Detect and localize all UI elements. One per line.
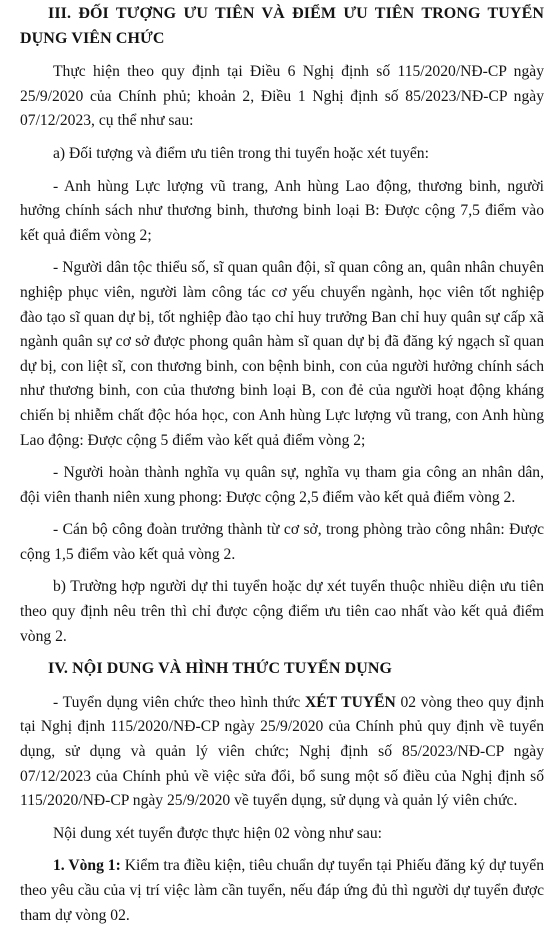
- recruitment-form-text-end: 02 vòng theo quy định tại Nghị định 115/2020/NĐ-CP ngày 25/9/2020 của Chính phủ quy định về tuyển dụng, sử dụng và quản lý viên chức; Nghị định số 85/2023/NĐ-CP ngày 07/12/2023 của Chính phủ về việc sửa đổi, bổ sung một số điều của Nghị định số 115/2020/NĐ-CP ngày 25/9/2020 về tuyển dụng, sử dụng và quản lý viên chức.: [20, 693, 545, 810]
- round-1-text: Kiểm tra điều kiện, tiêu chuẩn dự tuyển tại Phiếu đăng ký dự tuyển theo yêu cầu của vị trí việc làm cần tuyển, nếu đáp ứng đủ thì người dự tuyển được tham dự vòng 02.: [20, 857, 544, 924]
- priority-bullet-1: - Anh hùng Lực lượng vũ trang, Anh hùng Lao động, thương binh, người hưởng chính sách như thương binh, thương binh loại B: Được cộng 7,5 điểm vào kết quả điểm vòng 2;: [20, 177, 544, 244]
- section-3-intro: Thực hiện theo quy định tại Điều 6 Nghị định số 115/2020/NĐ-CP ngày 25/9/2020 của Chính phủ; khoản 2, Điều 1 Nghị định số 85/2023/NĐ-CP ngày 07/12/2023, cụ thể như sau:: [20, 63, 544, 130]
- priority-bullet-3: - Người hoàn thành nghĩa vụ quân sự, nghĩa vụ tham gia công an nhân dân, đội viên thanh niên xung phong: Được cộng 2,5 điểm vào kết quả điểm vòng 2.: [20, 464, 544, 506]
- priority-bullet-4: - Cán bộ công đoàn trưởng thành từ cơ sở, trong phòng trào công nhân: Được cộng 1,5 điểm vào kết quả vòng 2.: [20, 521, 544, 563]
- section-3-heading: III. ĐỐI TƯỢNG ƯU TIÊN VÀ ĐIỂM ƯU TIÊN TRONG TUYỂN DỤNG VIÊN CHỨC: [20, 5, 544, 47]
- item-b: b) Trường hợp người dự thi tuyển hoặc dự xét tuyển thuộc nhiều diện ưu tiên theo quy định nêu trên thì chỉ được cộng điểm ưu tiên cao nhất vào kết quả điểm vòng 2.: [20, 578, 544, 645]
- recruitment-method: XÉT TUYỂN: [304, 693, 396, 711]
- round-1-label: 1. Vòng 1:: [53, 857, 121, 875]
- rounds-intro: Nội dung xét tuyển được thực hiện 02 vòng như sau:: [53, 824, 382, 842]
- recruitment-form-text-start: - Tuyển dụng viên chức theo hình thức: [53, 693, 305, 711]
- section-4-heading: IV. NỘI DUNG VÀ HÌNH THỨC TUYỂN DỤNG: [48, 660, 393, 678]
- round-1-paragraph: [20, 854, 544, 928]
- item-a: a) Đối tượng và điểm ưu tiên trong thi tuyển hoặc xét tuyển:: [53, 144, 429, 162]
- recruitment-form-paragraph: [20, 691, 544, 814]
- priority-bullet-2: - Người dân tộc thiểu số, sĩ quan quân đội, sĩ quan công an, quân nhân chuyên nghiệp phục viên, người làm công tác cơ yếu chuyển ngành, học viên tốt nghiệp đào tạo sĩ quan dự bị, tốt nghiệp đào tạo chỉ huy trưởng Ban chỉ huy quân sự cấp xã ngành quân sự cơ sở được phong quân hàm sĩ quan dự bị đã đăng ký ngạch sĩ quan dự bị, con liệt sĩ, con thương binh, con bệnh binh, con của người hưởng chính sách như thương binh, con của thương binh loại B, con đẻ của người hoạt động kháng chiến bị nhiễm chất độc hóa học, con Anh hùng Lực lượng vũ trang, con Anh hùng Lao động: Được cộng 5 điểm vào kết quả điểm vòng 2;: [20, 259, 544, 449]
